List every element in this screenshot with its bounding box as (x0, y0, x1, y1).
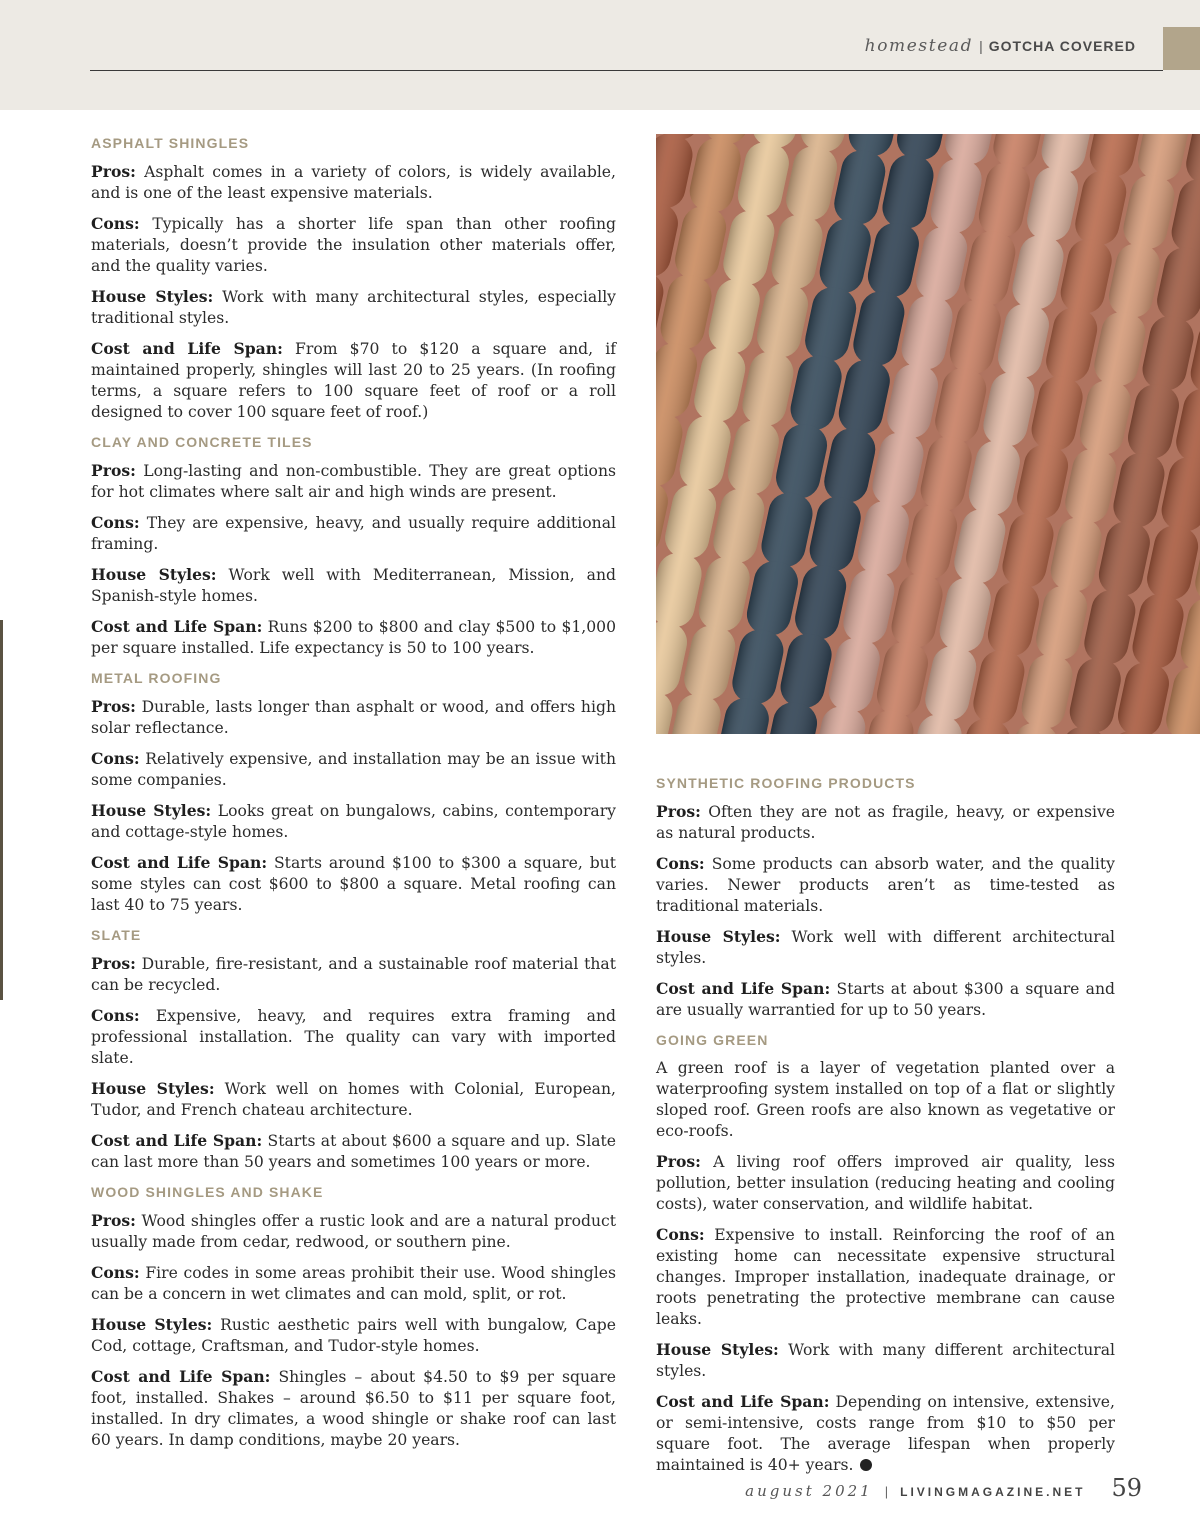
roof-tile-shading (1028, 373, 1086, 455)
page-footer (745, 1474, 1142, 1504)
text: Asphalt comes in a variety of colors, is widely available, and is one of the least expensive materials. (91, 163, 616, 202)
header-rule (90, 70, 1163, 71)
roof-tile-shading (705, 275, 763, 357)
roof-tile-shading (661, 481, 719, 563)
para-intro: A green roof is a layer of vegetation planted over a waterproofing system installed on top of a flat or slightly sloped roof. Green roofs are also known as vegetative or eco-roofs. (656, 1059, 1115, 1140)
roof-tile-shading (1018, 651, 1076, 733)
para-cons (91, 213, 616, 277)
running-header (865, 36, 1136, 58)
text: Starts at about $600 a square and up. Slate can last more than 50 years and sometimes 100 years or more. (91, 1132, 616, 1171)
text: Relatively expensive, and installation may be an issue with some companies. (91, 750, 616, 789)
roof-tile-shading (656, 134, 696, 212)
roof-tile-shading (1139, 312, 1197, 394)
para-house-styles (656, 926, 1115, 969)
text: Looks great on bungalows, cabins, contemporary and cottage-style homes. (91, 802, 616, 841)
section-metal (91, 668, 616, 916)
text: Typically has a shorter life span than other roofing materials, doesn’t provide the insulation other materials offer, and the quality varies. (91, 215, 616, 275)
text: Often they are not as fragile, heavy, or expensive as natural products. (656, 803, 1115, 842)
roof-tile-shading (657, 271, 715, 353)
label: Cons: (656, 1225, 705, 1244)
text: Starts at about $300 a square and are usually warrantied for up to 50 years. (656, 980, 1116, 1019)
label: Cost and Life Span: (91, 853, 268, 872)
header-section: homestead (864, 36, 974, 56)
section-title: METAL ROOFING (91, 670, 222, 686)
para-pros (91, 696, 616, 739)
text: Shingles – about $4.50 to $9 per square foot, installed. Shakes – around $6.50 to $11 per square foot, installed. In dry climates, a wood shingle or shake roof can last 60 years. In damp conditions, maybe 20 years. (91, 1368, 616, 1449)
footer-issue-date: august 2021 (745, 1482, 873, 1500)
roof-tile-shading (656, 340, 701, 422)
label: Cost and Life Span: (91, 617, 263, 636)
para-cons (656, 1224, 1115, 1330)
roof-tile-shading (999, 510, 1057, 592)
roof-tile-shading (768, 211, 826, 293)
para-cons (91, 512, 616, 555)
roof-tile-shading (921, 642, 979, 724)
roof-tile-shading (825, 634, 883, 716)
section-title: GOING GREEN (656, 1032, 769, 1048)
para-house-styles (91, 286, 616, 329)
section-asphalt (91, 133, 616, 423)
roof-tile-shading (743, 557, 801, 639)
roof-tile-shading (816, 215, 874, 297)
text: Depending on intensive, extensive, or semi-intensive, costs range from $10 to $50 per square foot. The average lifespan when properly maintained is 40+ years. (656, 1393, 1115, 1474)
label: Cost and Life Span: (91, 339, 283, 358)
label: Pros: (656, 1152, 701, 1171)
para-house-styles (91, 564, 616, 607)
text: Some products can absorb water, and the quality varies. Newer products aren’t as time-tested as traditional materials. (656, 855, 1115, 915)
label: House Styles: (91, 1079, 215, 1098)
para-cost (91, 1130, 616, 1173)
section-synthetic (656, 773, 1115, 1021)
roof-tile-shading (854, 497, 912, 579)
text: They are expensive, heavy, and usually require additional framing. (91, 514, 616, 553)
roof-tile-shading (1009, 232, 1067, 314)
right-column (656, 773, 1115, 1485)
text: Runs $200 to $800 and clay $500 to $1,000 per square installed. Life expectancy is 50 to 100 years. (91, 618, 617, 657)
roof-tile-shading (1032, 582, 1090, 664)
para-house-styles (91, 1078, 616, 1121)
header-topic: GOTCHA COVERED (988, 38, 1136, 54)
para-house-styles (656, 1339, 1115, 1382)
para-cost (91, 852, 616, 916)
roof-tile-shading (710, 485, 768, 567)
roof-tile-shading (695, 553, 753, 635)
roof-tile-shading (831, 147, 889, 229)
roof-tile-shading (671, 203, 729, 285)
roof-tile-shading (879, 151, 937, 233)
roof-tile-shading (686, 134, 744, 216)
roof-tile-shading (898, 292, 956, 374)
roof-tile-shading (1076, 377, 1134, 459)
para-cost (91, 616, 616, 659)
roof-tile-shading (965, 437, 1023, 519)
label: Cons: (91, 214, 140, 233)
roof-tile-shading (739, 348, 797, 430)
roof-tile-shading (1105, 240, 1163, 322)
label: Cost and Life Span: (656, 1392, 830, 1411)
roof-tile-shading (936, 574, 994, 656)
roof-tiles-photo (656, 134, 1200, 734)
roof-tile-shading (1047, 514, 1105, 596)
roof-tile-shading (1162, 663, 1200, 734)
para-pros (91, 1210, 616, 1253)
roof-tile-shading (1042, 304, 1100, 386)
section-title: SYNTHETIC ROOFING PRODUCTS (656, 775, 916, 791)
label: Pros: (91, 1211, 136, 1230)
roof-tile-shading (1143, 522, 1200, 604)
label: Cost and Life Span: (91, 1131, 263, 1150)
para-pros (91, 460, 616, 503)
text: Durable, fire-resistant, and a sustainable roof material that can be recycled. (91, 955, 616, 994)
roof-tile-shading (1057, 236, 1115, 318)
footer-website: LIVINGMAGAZINE.NET (900, 1485, 1086, 1499)
end-mark-icon (860, 1459, 872, 1471)
roof-tile-shading (840, 566, 898, 648)
roof-tile-shading (821, 425, 879, 507)
roof-tile-shading (806, 493, 864, 575)
roof-tile-shading (1095, 518, 1153, 600)
para-house-styles (91, 1314, 616, 1357)
para-cost (91, 338, 616, 423)
para-cost (91, 1366, 616, 1451)
para-pros (91, 161, 616, 204)
roof-tile-shading (1153, 244, 1200, 326)
label: Pros: (656, 802, 701, 821)
roof-tile-shading (1081, 586, 1139, 668)
section-title: WOOD SHINGLES AND SHAKE (91, 1184, 324, 1200)
roof-tile-shading (835, 356, 893, 438)
roof-tile-shading (777, 630, 835, 712)
text: Work well with Mediterranean, Mission, and Spanish-style homes. (91, 566, 616, 605)
roof-tile-shading (772, 421, 830, 503)
label: Cons: (91, 1263, 140, 1282)
label: House Styles: (91, 287, 214, 306)
label: Cons: (91, 513, 140, 532)
label: Cons: (91, 1006, 140, 1025)
section-slate (91, 925, 616, 1173)
text: Fire codes in some areas prohibit their use. Wood shingles can be a concern in wet climates and can mold, split, or rot. (91, 1264, 616, 1303)
para-cost (656, 1391, 1115, 1476)
text: Expensive, heavy, and requires extra framing and professional installation. The quality can vary with imported slate. (91, 1007, 616, 1067)
roof-tile-shading (676, 412, 734, 494)
roof-tile-shading (1124, 381, 1182, 463)
para-cost (656, 978, 1115, 1021)
roof-tile-shading (734, 138, 792, 220)
label: Cons: (656, 854, 705, 873)
roof-tile-shading (791, 562, 849, 644)
para-cons (91, 1262, 616, 1305)
roof-tile-shading (729, 626, 787, 708)
roof-tile-shading (931, 364, 989, 446)
roof-tile-shading (994, 300, 1052, 382)
roof-tile-shading (912, 223, 970, 305)
roof-tile-shading (724, 416, 782, 498)
text: Work with many different architectural styles. (656, 1341, 1115, 1380)
roof-tile-shading (656, 549, 705, 631)
roof-tile-shading (970, 647, 1028, 729)
roof-tile-shading (1091, 308, 1149, 390)
label: Pros: (91, 697, 136, 716)
section-title: CLAY AND CONCRETE TILES (91, 434, 313, 450)
para-cons (91, 748, 616, 791)
footer-separator: | (884, 1484, 889, 1499)
section-title: SLATE (91, 927, 142, 943)
text: From $70 to $120 a square and, if maintained properly, shingles will last 20 to 25 years. (In roofing terms, a square refers to 100 square feet of roof or a roll designed to cover 100 square feet of roof.) (91, 340, 616, 421)
roof-tile-shading (1168, 175, 1200, 257)
roof-tile-shading (1013, 441, 1071, 523)
roof-tile-shading (1023, 163, 1081, 245)
roof-tile-shading (656, 618, 691, 700)
roof-tile-shading (1114, 659, 1172, 734)
roof-tile-shading (888, 570, 946, 652)
roof-tile-shading (758, 489, 816, 571)
label: House Styles: (91, 565, 217, 584)
label: House Styles: (656, 927, 781, 946)
text: Work well on homes with Colonial, European, Tudor, and French chateau architecture. (91, 1080, 616, 1119)
para-cons (656, 853, 1115, 917)
para-pros (91, 953, 616, 996)
para-pros (656, 801, 1115, 844)
text: Rustic aesthetic pairs well with bungalow, Cape Cod, cottage, Craftsman, and Tudor-style homes. (91, 1316, 616, 1355)
label: Pros: (91, 954, 136, 973)
label: Pros: (91, 461, 136, 480)
roof-tile-shading (1158, 453, 1200, 535)
roof-tile-shading (680, 622, 738, 704)
roof-tile-shading (873, 638, 931, 720)
page-edge-shadow (0, 620, 3, 1000)
roof-tile-shading (850, 288, 908, 370)
text: Long-lasting and non-combustible. They are great options for hot climates where salt air and high winds are present. (91, 462, 616, 501)
label: Cons: (91, 749, 140, 768)
roof-tile-shading (946, 296, 1004, 378)
roof-tile-shading (1066, 655, 1124, 734)
text: Starts around $100 to $300 a square, but some styles can cost $600 to $800 a square. Metal roofing can last 40 to 75 years. (91, 854, 616, 914)
roof-tile-shading (902, 501, 960, 583)
para-house-styles (91, 800, 616, 843)
roof-tile-shading (787, 352, 845, 434)
roof-tile-shading (1062, 445, 1120, 527)
roof-tile-shading (691, 344, 749, 426)
section-clay-concrete (91, 432, 616, 659)
text: Work with many architectural styles, especially traditional styles. (91, 288, 616, 327)
section-title: ASPHALT SHINGLES (91, 135, 250, 151)
roof-tile-shading (984, 578, 1042, 660)
roof-tile-shading (782, 143, 840, 225)
roof-tile-shading (801, 284, 859, 366)
roof-tiles-illustration (656, 134, 1200, 734)
label: House Styles: (656, 1340, 779, 1359)
roof-tile-shading (927, 155, 985, 237)
label: Cost and Life Span: (91, 1367, 271, 1386)
roof-tile-shading (980, 369, 1038, 451)
text: Wood shingles offer a rustic look and are a natural product usually made from cedar, redwood, or southern pine. (91, 1212, 616, 1251)
roof-tile-shading (883, 360, 941, 442)
header-accent-tab (1163, 27, 1200, 70)
label: Pros: (91, 162, 136, 181)
roof-tile-shading (1110, 449, 1168, 531)
roof-tile-shading (975, 159, 1033, 241)
header-separator: | (979, 38, 983, 54)
text: Durable, lasts longer than asphalt or wood, and offers high solar reflectance. (91, 698, 616, 737)
roof-tile-shading (1120, 171, 1178, 253)
roof-tile-shading (869, 429, 927, 511)
roof-tile-shading (1129, 590, 1187, 672)
para-cons (91, 1005, 616, 1069)
page-number: 59 (1111, 1474, 1142, 1502)
label: House Styles: (91, 1315, 213, 1334)
para-pros (656, 1151, 1115, 1215)
roof-tile-shading (951, 505, 1009, 587)
text: Work well with different architectural styles. (656, 928, 1116, 967)
roof-tile-shading (917, 433, 975, 515)
roof-tile-shading (961, 227, 1019, 309)
section-wood (91, 1182, 616, 1451)
roof-tile-shading (753, 279, 811, 361)
label: Cost and Life Span: (656, 979, 831, 998)
text: Expensive to install. Reinforcing the roof of an existing home can necessitate expensive structural changes. Improper installation, inadequate drainage, or roots penetrating the protective membrane can cause leaks. (656, 1226, 1115, 1328)
label: House Styles: (91, 801, 212, 820)
roof-tile-shading (720, 207, 778, 289)
roof-tile-shading (1072, 167, 1130, 249)
left-column (91, 133, 616, 1460)
text: A living roof offers improved air quality, less pollution, better insulation (reducing heating and cooling costs), water conservation, and wildlife habitat. (656, 1153, 1115, 1213)
section-going-green (656, 1030, 1115, 1476)
roof-tile-shading (864, 219, 922, 301)
